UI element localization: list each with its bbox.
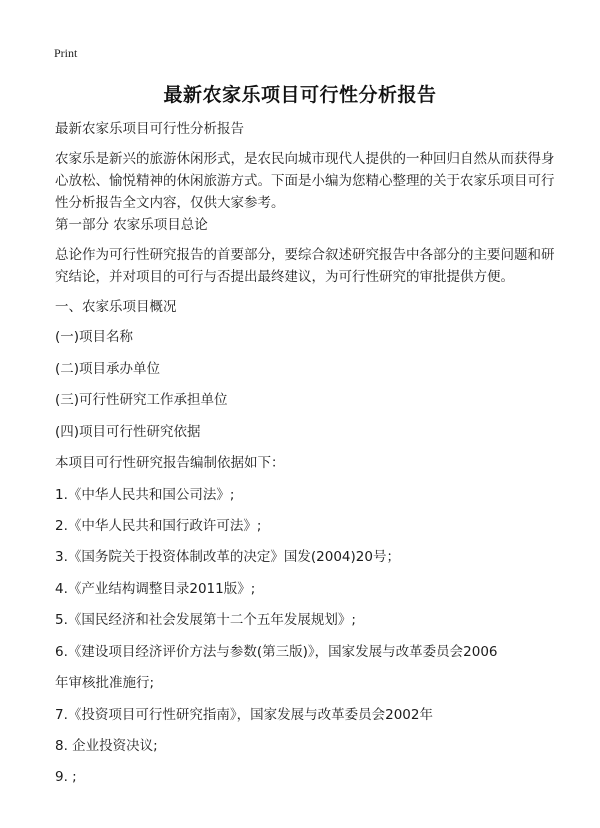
subsection-research-basis: (四)项目可行性研究依据 [55, 424, 201, 440]
section1-heading: 一、农家乐项目概况 [55, 299, 177, 315]
subsection-project-name: (一)项目名称 [55, 329, 134, 345]
basis-item: 4.《产业结构调整目录2011版》; [55, 581, 256, 597]
basis-item: 1.《中华人民共和国公司法》; [55, 487, 235, 503]
document-subtitle: 最新农家乐项目可行性分析报告 [55, 121, 244, 137]
intro-paragraph: 农家乐是新兴的旅游休闲形式，是农民向城市现代人提供的一种回归自然从而获得身心放松、愉悦精神的休闲旅游方式。下面是小编为您精心整理的关于农家乐项目可行性分析报告全文内容，仅供大家参考。 [55, 151, 555, 211]
print-link[interactable]: Print [54, 46, 78, 60]
subsection-organizer: (二)项目承办单位 [55, 361, 161, 377]
part1-paragraph: 总论作为可行性研究报告的首要部分，要综合叙述研究报告中各部分的主要问题和研究结论，并对项目的可行与否提出最终建议，为可行性研究的审批提供方便。 [55, 247, 555, 285]
part1-heading: 第一部分 农家乐项目总论 [55, 217, 208, 233]
basis-item: 5.《国民经济和社会发展第十二个五年发展规划》; [55, 612, 356, 628]
basis-intro: 本项目可行性研究报告编制依据如下： [55, 455, 285, 471]
basis-item-continuation: 年审核批准施行; [55, 675, 155, 691]
document-title: 最新农家乐项目可行性分析报告 [163, 84, 437, 106]
basis-item: 9. ; [55, 769, 77, 785]
subsection-research-unit: (三)可行性研究工作承担单位 [55, 392, 228, 408]
basis-item: 7.《投资项目可行性研究指南》，国家发展与改革委员会2002年 [55, 707, 433, 723]
basis-item: 8. 企业投资决议; [55, 738, 158, 754]
basis-item: 2.《中华人民共和国行政许可法》; [55, 518, 262, 534]
basis-item: 3.《国务院关于投资体制改革的决定》国发(2004)20号； [55, 549, 400, 565]
basis-item: 6.《建设项目经济评价方法与参数(第三版)》，国家发展与改革委员会2006 [55, 644, 498, 660]
